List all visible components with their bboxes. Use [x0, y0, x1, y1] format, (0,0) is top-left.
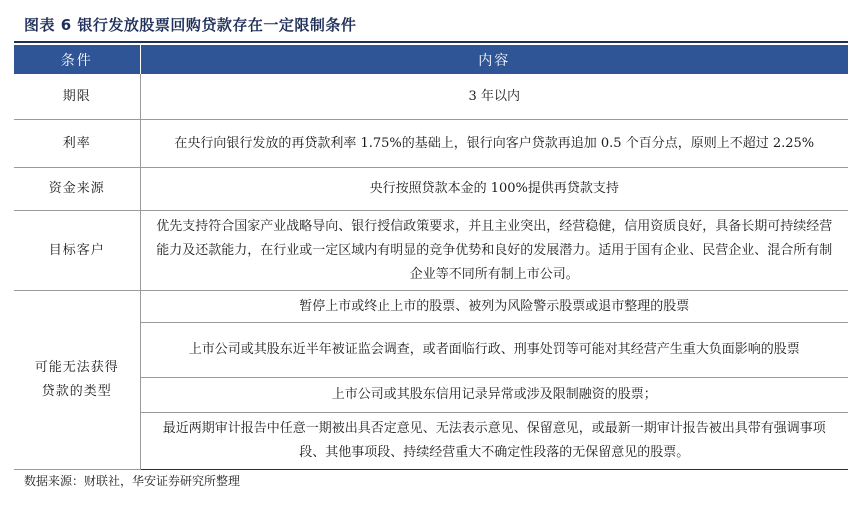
table-header-row — [14, 45, 848, 74]
ineligible-label: 可能无法获得贷款的类型 — [34, 360, 119, 399]
table-row — [14, 378, 848, 413]
table-row — [14, 323, 848, 378]
content-cell: 在央行向银行发放的再贷款利率 1.75%的基础上，银行向客户贷款再追加 0.5 个百分点，原则上不超过 2.25% — [140, 120, 848, 168]
table-row — [14, 291, 848, 323]
ineligible-item: 上市公司或其股东信用记录异常或涉及限制融资的股票； — [140, 378, 848, 413]
header-content: 内容 — [140, 45, 848, 74]
header-condition: 条件 — [14, 45, 140, 74]
condition-cell: 目标客户 — [14, 211, 140, 291]
condition-cell: 资金来源 — [14, 168, 140, 211]
condition-cell: 利率 — [14, 120, 140, 168]
figure-title: 图表 6 银行发放股票回购贷款存在一定限制条件 — [24, 16, 357, 34]
table-row — [14, 413, 848, 470]
content-cell: 优先支持符合国家产业战略导向、银行授信政策要求，并且主业突出，经营稳健，信用资质良好，具备长期可持续经营能力及还款能力，在行业或一定区域内有明显的竞争优势和良好的发展潜力。适用于国有企业、民营企业、混合所有制企业等不同所有制上市公司。 — [140, 211, 848, 291]
ineligible-item: 最近两期审计报告中任意一期被出具否定意见、无法表示意见、保留意见，或最新一期审计报告被出具带有强调事项段、其他事项段、持续经营重大不确定性段落的无保留意见的股票。 — [140, 413, 848, 470]
table-row — [14, 120, 848, 168]
condition-cell-ineligible — [14, 291, 140, 470]
source-note: 数据来源：财联社，华安证券研究所整理 — [24, 474, 241, 488]
title-rule — [14, 41, 848, 43]
conditions-table — [14, 45, 848, 470]
table-row — [14, 211, 848, 291]
content-cell: 央行按照贷款本金的 100%提供再贷款支持 — [140, 168, 848, 211]
content-cell: 3 年以内 — [140, 74, 848, 120]
table-row — [14, 168, 848, 211]
condition-cell: 期限 — [14, 74, 140, 120]
ineligible-item: 暂停上市或终止上市的股票、被列为风险警示股票或退市整理的股票 — [140, 291, 848, 323]
ineligible-item: 上市公司或其股东近半年被证监会调查，或者面临行政、刑事处罚等可能对其经营产生重大负面影响的股票 — [140, 323, 848, 378]
table-row — [14, 74, 848, 120]
